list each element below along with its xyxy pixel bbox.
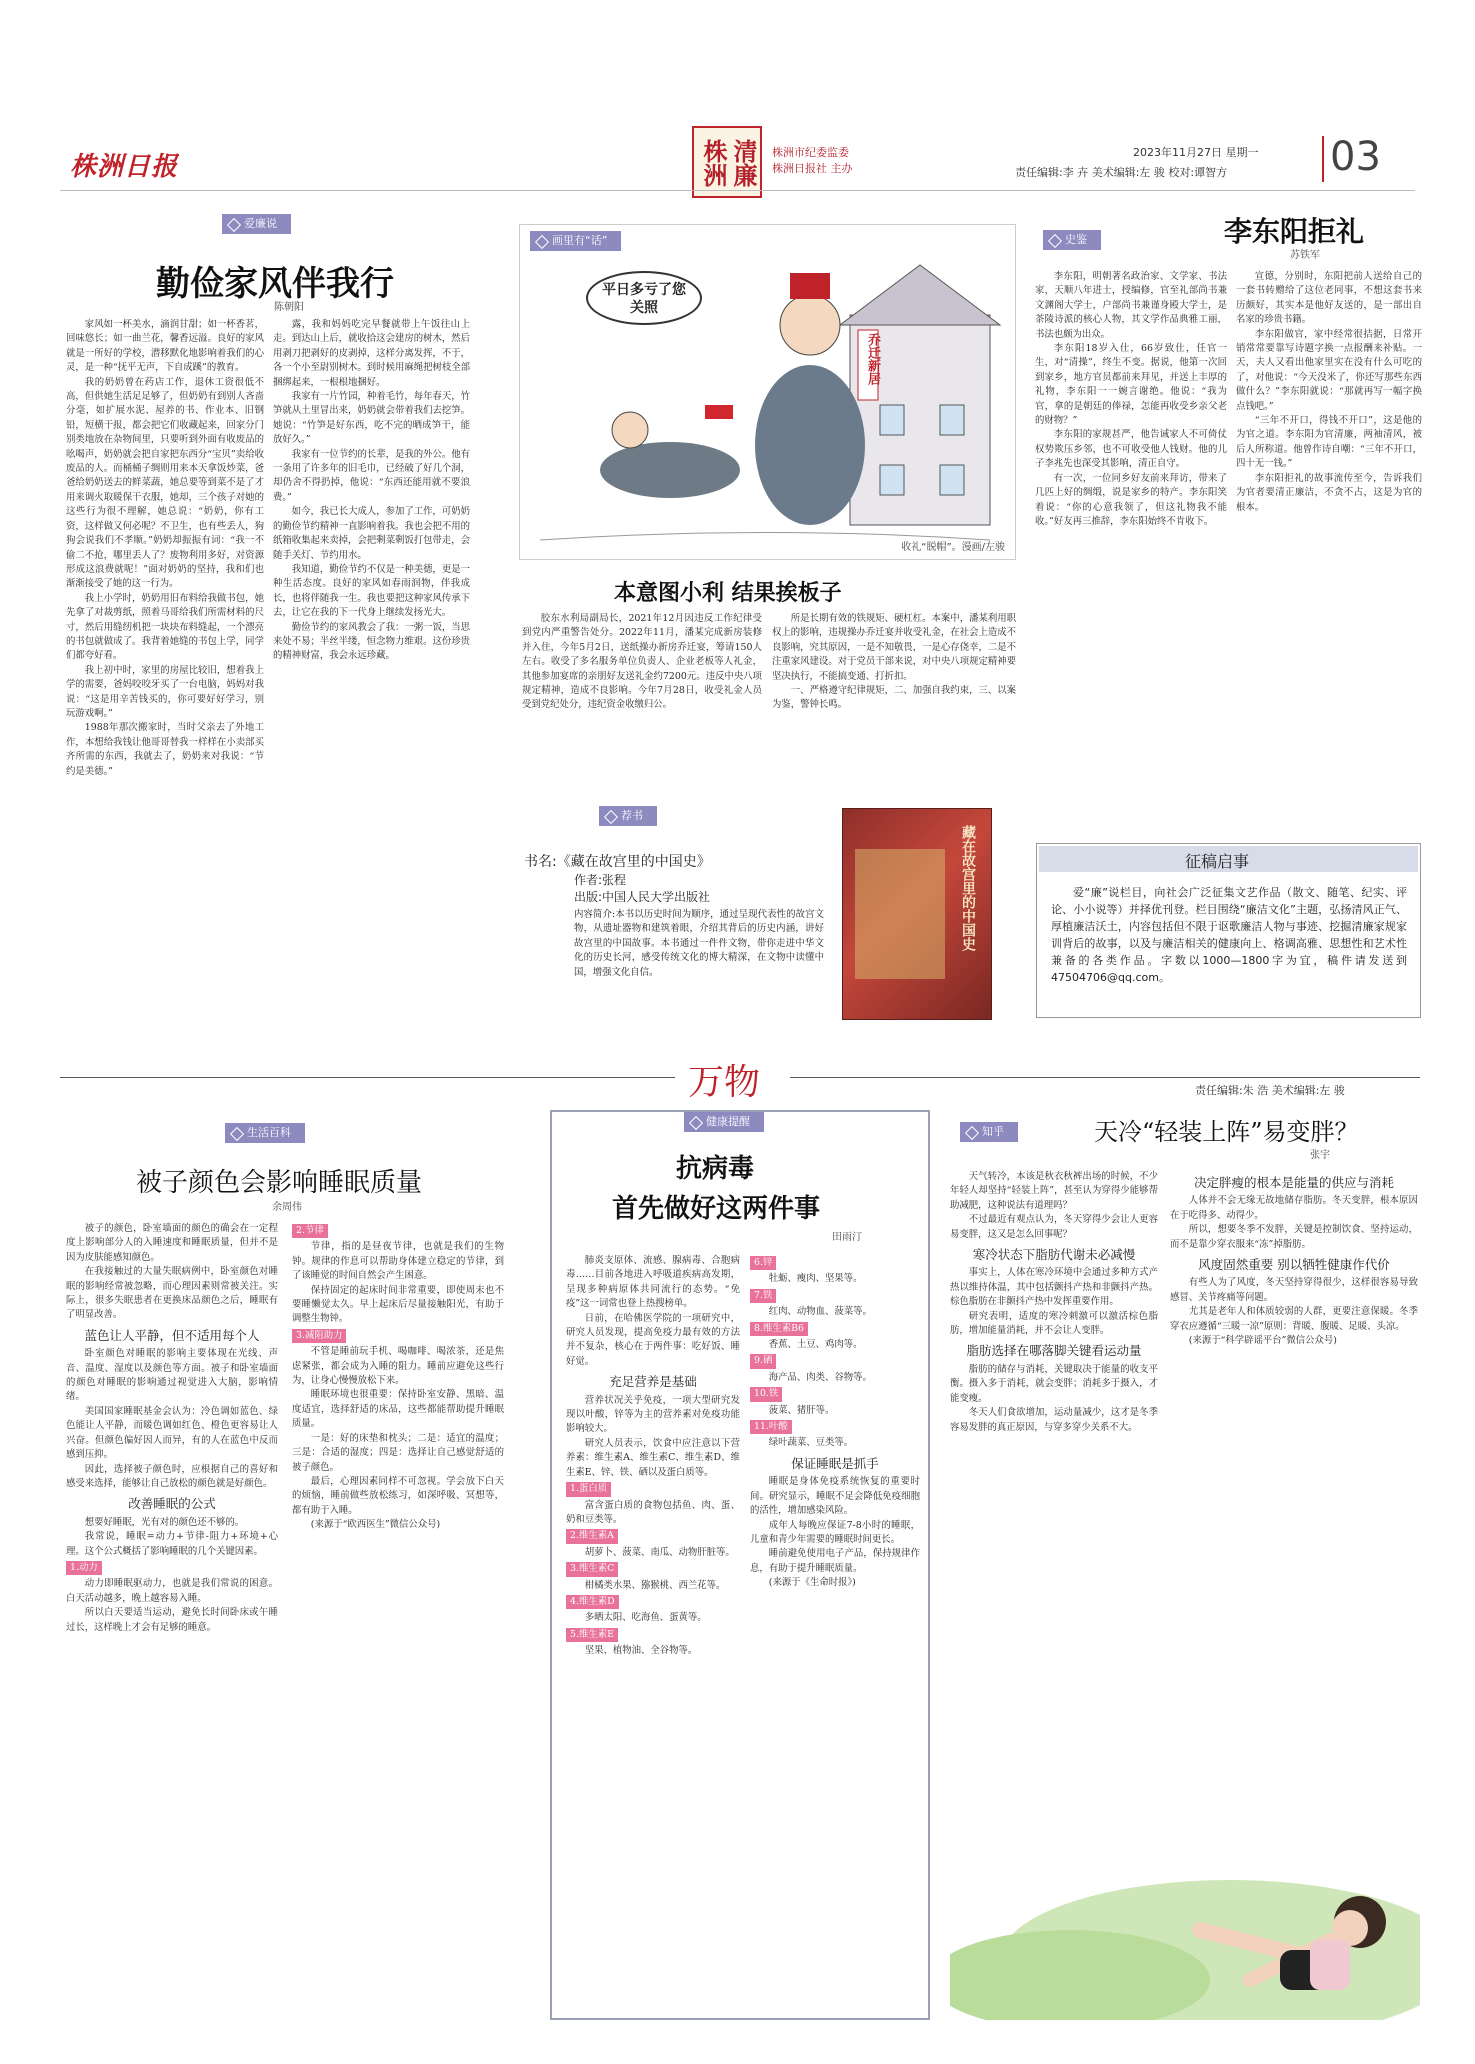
- house-sign: 乔迁新居: [865, 333, 880, 385]
- seal-text: 清廉株洲: [699, 139, 758, 187]
- official-head: [780, 295, 840, 355]
- paragraph: 我的奶奶曾在药店工作，退休工资很低不高，但供她生活足足够了，但奶奶有到别人吝啬分毫，如扩展水泥、屋养的书、作业本、旧钢铅，短横干报，都会把它们收藏起来，回家分门别类地放在杂物间里，只要听到外面有收废品的吆喝声，奶奶就会把自家把东西分“宝贝”卖给收废品的人。而桶桶子绸则用来本天拿饭炒菜，爸爸给奶奶送去的鲜菜蔬，她总要等到菜不是了才用来调火取暖保干衣服，她却，三个孩子对她的这些行为很不理解，她总说：“奶奶，你有工资，这样做又何必呢？不卫生，也有些丢人，狗狗会说我们不孝顺。”奶奶却振振有词：“我一不偷二不抢，哪里丢人了？废物利用多好，对资源形成这浪费就呢！”面对奶奶的坚持，我和们也渐渐接受了她的这一行为。: [66, 376, 264, 590]
- cartoon-body-col-1: [522, 612, 762, 762]
- paragraph: 柑橘类水果、猕猴桃、西兰花等。: [584, 1579, 726, 1591]
- paragraph: 节律，指的是昼夜节律，也就是我们的生物钟。规律的作息可以帮助身体建立稳定的节律，到了该睡觉的时间自然会产生困意。: [292, 1241, 504, 1282]
- numbered-subhead-label: 10.铁: [750, 1387, 782, 1401]
- subhead: 蓝色让人平静，但不适用每个人: [84, 1327, 260, 1343]
- paragraph: 我家有一片竹园，种着毛竹，每年春天，竹笋就从土里冒出来，奶奶就会带着我们去挖笋。她说：“竹笋是好东西，吃不完的晒成笋干，能放好久。”: [273, 391, 470, 446]
- numbered-subhead-label: 3.维生素C: [566, 1562, 618, 1576]
- numbered-subhead: [566, 1527, 740, 1545]
- numbered-subhead-label: 6.锌: [750, 1256, 776, 1270]
- paragraph: 红肉、动物血、菠菜等。: [768, 1306, 872, 1318]
- paragraph: 人体并不会无缘无故地储存脂肪。冬天变胖，根本原因在于吃得多、动得少。: [1170, 1195, 1418, 1221]
- wanwu-rule-right: [790, 1077, 1420, 1078]
- article-title-kangbingdu-2: 首先做好这两件事: [612, 1194, 821, 1224]
- wanwu-rule-left: [60, 1077, 675, 1078]
- section-tag-shijian: 史鉴: [1043, 230, 1101, 250]
- paragraph: 肺炎支原体、流感、腺病毒、合胞病毒……目前各地进入呼吸道疾病高发期，呈现多种病原体共同流行的态势。“免疫”这一词常也登上热搜榜单。: [566, 1255, 740, 1310]
- paragraph: 海产品、肉类、谷物等。: [768, 1371, 872, 1383]
- article-author-tian: 田雨汀: [832, 1232, 862, 1243]
- header-rule: [60, 190, 1415, 191]
- numbered-subhead-label: 4.维生素D: [566, 1595, 619, 1609]
- house-roof: [840, 265, 1000, 325]
- cartoon-article-title: 本意图小利 结果挨板子: [614, 580, 842, 606]
- paragraph: 香蕉、土豆、鸡肉等。: [768, 1339, 863, 1351]
- subhead: 充足营养是基础: [609, 1374, 697, 1390]
- person-top: [1310, 1940, 1350, 1990]
- section-tag-ailianshuo: 爱廉说: [222, 214, 291, 234]
- paragraph: 被子的颜色，卧室墙面的颜色的确会在一定程度上影响部分人的入睡速度和睡眠质量，但并不是因为皮肤能感知颜色。: [66, 1223, 278, 1263]
- paragraph: 最后，心理因素同样不可忽视。学会放下白天的烦恼，睡前做些放松练习，如深呼吸、冥想等，都有助于入睡。: [292, 1475, 504, 1516]
- paragraph: 李东阳的家规甚严，他告诫家人不可倚仗权势欺压乡邻，也不可收受他人钱财。他的儿子李兆先也深受其影响，清正自守。: [1035, 429, 1227, 470]
- section-tag-book: 荐书: [599, 806, 657, 826]
- paragraph: 一、严格遵守纪律规矩，二、加强自我约束，三、以案为鉴，警钟长鸣。: [772, 685, 1016, 711]
- seal-logo: [692, 126, 762, 198]
- paragraph: 我上小学时，奶奶用旧布料给我做书包，她先拿了对裁剪纸，照着马哥给我们所需材料的尺寸，然后用缝纫机把一块块布料缝起，一个漂亮的书包就做成了。我背着她缝的书包上学，同学们都夸好看。: [66, 592, 264, 662]
- article-author-yu: 余周伟: [272, 1202, 302, 1213]
- paragraph: 因此，选择被子颜色时，应根据自己的喜好和感受来选择，能够让自己放松的颜色就是好颜色。: [66, 1463, 278, 1489]
- paragraph: 在我接触过的大量失眠病例中，卧室颜色对睡眠的影响经常被忽略，而心理因素则常被关注。实际上，很多失眠患者在更换床品颜色之后，睡眠有了明显改善。: [66, 1266, 278, 1321]
- paragraph: 事实上，人体在寒冷环境中会通过多种方式产热以维持体温，其中包括颤抖产热和非颤抖产热。棕色脂肪在非颤抖产热中发挥重要作用。: [950, 1267, 1158, 1308]
- paragraph: 我知道，勤俭节约不仅是一种美德，更是一种生活态度。良好的家风如春雨润物，伴我成长，也将伴随我一生。我也要把这种家风传承下去，让它在我的下一代身上继续发扬光大。: [273, 563, 470, 619]
- paragraph: 我常说，睡眠=动力+节律-阻力+环境+心理。这个公式概括了影响睡眠的几个关键因素。: [66, 1531, 278, 1557]
- paragraph: 宣德，分别时，东阳把前人送给自己的一套书转赠给了这位老同事，不想这套书来历颇好，其实本是他好友送的，是一部出自名家的珍贵书籍。: [1236, 271, 1422, 326]
- qingzhuang-body-col-2: [1170, 1170, 1418, 1790]
- health-body-col-2: [750, 1254, 920, 2014]
- numbered-subhead-label: 2.维生素A: [566, 1529, 618, 1543]
- exercise-illustration: [950, 1810, 1420, 2020]
- numbered-subhead-label: 5.维生素E: [566, 1628, 618, 1642]
- book-title-line: 书名:《藏在故宫里的中国史》: [524, 854, 711, 870]
- paragraph: 不过最近有观点认为，冬天穿得少会让人更容易变胖，这又是怎么回事呢？: [950, 1214, 1158, 1240]
- paragraph: 天气转冷，本该是秋衣秋裤出场的时候，不少年轻人却坚持“轻装上阵”，甚至认为穿得少能够帮助减肥，这种说法有道理吗？: [950, 1171, 1158, 1211]
- paragraph: 胡萝卜、菠菜、南瓜、动物肝脏等。: [584, 1546, 735, 1558]
- paragraph: 李东阳18岁入仕，66岁致仕，任官一生，对“清操”，终生不变。据说，他第一次回到家乡，地方官员都前来拜见，并送上丰厚的礼物，李东阳一一婉言谢绝。他说：“我为官，拿的是朝廷的俸禄，怎能再收受乡亲父老的财物？”: [1035, 343, 1227, 427]
- paragraph: 牡蛎、瘦肉、坚果等。: [768, 1273, 863, 1285]
- article-title-qingzhuang: 天冷“轻装上阵”易变胖？: [1094, 1118, 1359, 1146]
- numbered-subhead-label: 3.减阻助力: [292, 1329, 346, 1343]
- paragraph: 脂肪的储存与消耗，关键取决于能量的收支平衡。摄入多于消耗，就会变胖；消耗多于摄入，才能变瘦。: [950, 1363, 1158, 1404]
- numbered-subhead: [750, 1287, 920, 1305]
- paragraph: 所以白天要适当运动，避免长时间卧床或午睡过长，这样晚上才会有足够的睡意。: [66, 1607, 278, 1633]
- paragraph: 睡眠是身体免疫系统恢复的重要时间。研究显示，睡眠不足会降低免疫细胞的活性，增加感染风险。: [750, 1476, 920, 1517]
- paragraph: 冬天人们食欲增加，运动量减少，这才是冬季容易发胖的真正原因，与穿多穿少关系不大。: [950, 1407, 1158, 1433]
- paragraph: 研究表明，适度的寒冷刺激可以激活棕色脂肪，增加能量消耗，并不会让人变胖。: [950, 1310, 1158, 1337]
- numbered-subhead: [566, 1626, 740, 1644]
- cartoon-body-col-2: [772, 612, 1016, 762]
- wanwu-editors: 责任编辑:朱 浩 美术编辑:左 骏: [1195, 1084, 1345, 1097]
- subhead: 保证睡眠是抓手: [791, 1455, 879, 1471]
- cartoon-caption: 收礼“脱帽”。漫画/左骏: [901, 542, 1005, 553]
- subhead: 寒冷状态下脂肪代谢未必减慢: [972, 1247, 1136, 1263]
- issue-date: 2023年11月27日 星期一: [1133, 146, 1259, 159]
- book-intro: 内容简介:本书以历史时间为顺序，通过呈现代表性的故宫文物，从遗址器物和建筑着眼，介绍其背后的历史内涵，讲好故宫里的中国故事。本书通过一件件文物，带你走进中华文化的历史长河，感受传统文化的博大精深，在文物中读懂中国，增强文化自信。: [574, 909, 824, 978]
- paragraph: 李东阳拒礼的故事流传至今，告诉我们为官者要清正廉洁，不贪不占，这是为官的根本。: [1236, 472, 1422, 513]
- flatterer-body: [600, 442, 740, 498]
- paragraph: 李东阳做官，家中经常很拮据，日常开销常常要靠写诗题字换一点报酬来补贴。一天，夫人又看出他家里实在没有什么可吃的了，对他说：“今天没米了，你还写那些东西做什么？”李东阳就说：“那就再写一幅字换点钱吧。”: [1236, 328, 1422, 412]
- section-tag-shenghuo: 生活百科: [225, 1123, 305, 1143]
- numbered-subhead: [566, 1480, 740, 1498]
- numbered-subhead-label: 1.动力: [66, 1561, 102, 1575]
- numbered-subhead-label: 7.铁: [750, 1289, 776, 1303]
- numbered-subhead-label: 8.维生素B6: [750, 1322, 808, 1336]
- paragraph: 有些人为了风度，冬天坚持穿得很少，这样很容易导致感冒、关节疼痛等问题。: [1170, 1277, 1418, 1303]
- numbered-subhead-label: 1.蛋白质: [566, 1482, 611, 1496]
- paragraph: 日前，在哈佛医学院的一项研究中，研究人员发现，提高免疫力最有效的方法并不复杂，核心在于两件事：吃好饭、睡好觉。: [566, 1312, 740, 1367]
- paragraph: 睡前避免使用电子产品，保持规律作息，有助于提升睡眠质量。: [750, 1548, 920, 1574]
- numbered-subhead: [566, 1593, 740, 1611]
- lidongyang-body-col-2: [1236, 270, 1422, 840]
- paragraph: 我上初中时，家里的房屋比较旧，想着我上学的需要，爸妈咬咬牙买了一台电脑，妈妈对我说：“这是用辛苦钱买的，你可要好好学习，别玩游戏啊。”: [66, 664, 264, 719]
- paragraph: 动力即睡眠驱动力，也就是我们常说的困意。白天活动越多，晚上越容易入睡。: [66, 1578, 278, 1604]
- house-window: [880, 465, 904, 495]
- paragraph: 多晒太阳、吃海鱼、蛋黄等。: [584, 1612, 707, 1624]
- article-title-beizi: 被子颜色会影响睡眠质量: [136, 1168, 423, 1198]
- beizi-body-col-2: [292, 1222, 504, 2022]
- call-for-submissions-box: [1036, 843, 1421, 1018]
- subhead: 决定胖瘦的根本是能量的供应与消耗: [1193, 1175, 1394, 1190]
- numbered-subhead: [750, 1385, 920, 1403]
- paragraph: 李东阳，明朝著名政治家、文学家、书法家，天顺八年进士，授编修，官至礼部尚书兼文渊阁大学士，户部尚书兼谨身殿大学士，是茶陵诗派的核心人物，其文学作品典雅工丽，书法也颇为出众。: [1035, 271, 1227, 340]
- numbered-subhead: [292, 1222, 504, 1240]
- paper-logo: 株洲日报: [70, 152, 179, 182]
- numbered-subhead: [566, 1560, 740, 1578]
- numbered-subhead: [292, 1327, 504, 1345]
- section-tag-cartoon: 画里有“话”: [530, 231, 621, 251]
- house-window: [940, 405, 964, 435]
- paragraph: “三年不开口，得钱不开口”，这是他的为官之道。李东阳为官清廉，两袖清风，被后人所称道。他曾作诗自嘲：“三年不开口，四十无一钱。”: [1236, 415, 1422, 470]
- article-title-lidongyang: 李东阳拒礼: [1224, 215, 1365, 248]
- article-author-su: 苏铁军: [1290, 250, 1320, 261]
- book-cover-title: 藏在故宫里的中国史: [960, 825, 976, 951]
- paragraph: 我家有一位节约的长辈，是我的外公。他有一条用了许多年的旧毛巾，已经破了好几个洞，却仍舍不得扔掉，他说：“东西还能用就不要浪费。”: [273, 448, 470, 503]
- cartoon-frame: [519, 224, 1016, 560]
- sponsor-line-1: 株洲市纪委监委: [772, 146, 849, 159]
- numbered-subhead: [750, 1320, 920, 1338]
- paragraph: 保持固定的起床时间非常重要，即使周末也不要睡懒觉太久。早上起床后尽量接触阳光，有助于调整生物钟。: [292, 1284, 504, 1325]
- paragraph: 富含蛋白质的食物包括鱼、肉、蛋、奶和豆类等。: [566, 1499, 740, 1525]
- flatterer-head: [612, 412, 648, 448]
- paragraph: 菠菜、猪肝等。: [768, 1404, 835, 1416]
- paragraph: 坚果、植物油、全谷物等。: [584, 1645, 698, 1657]
- red-envelope: [705, 405, 733, 419]
- paragraph: 露，我和妈妈吃完早餐就带上午饭往山上走。到达山上后，就收拾这会建房的树木，然后用剥刀把剥好的皮剥掉，这样分离发挥，不于，各一个小至尉别树木。到时候用麻绳把树枝全部捆绑起来，一根根地捆好。: [273, 319, 470, 388]
- call-body: 爱“廉”说栏目，向社会广泛征集文艺作品（散文、随笔、纪实、评论、小小说等）并择优刊登。栏目围绕“廉洁文化”主题，弘扬清风正气、厚植廉洁沃土，内容包括但不限于讴歌廉洁人物与事迹、挖掘清廉家规家训背后的故事，以及与廉洁相关的健康向上、格调高雅、思想性和艺术性兼备的各类作品。字数以1000—1800字为宜，稿件请发送到47504706@qq.com。: [1051, 886, 1407, 984]
- paragraph: 所是长期有效的铁规矩、硬杠杠。本案中，潘某利用职权上的影响，违规操办乔迁宴并收受礼金，在社会上造成不良影响，究其原因，一是不知敬畏，一是心存侥幸，二是不注重家风建设。对于党员干部来说，对中央八项规定精神要坚决执行，不能搞变通、打折扣。: [772, 613, 1016, 682]
- section-tag-jiankang: 健康提醒: [684, 1112, 764, 1132]
- wanwu-section-title: 万物: [688, 1062, 761, 1103]
- paragraph: 胶东水利局副局长，2021年12月因违反工作纪律受到党内严重警告处分。2022年11月，潘某完成新房装修并入住，今年5月2日，送纸操办新房乔迁宴，筹请150人左右。收受了多名服务单位负责人、企业老板等人礼金，其他参加宴席的亲朋好友送礼金约7200元。违反中央八项规定精神，造成不良影响。今年7月28日，收受礼金人员受到党纪处分，违纪资金收缴归公。: [522, 613, 762, 711]
- paragraph: 营养状况关乎免疫，一项大型研究发现以叶酸，锌等为主的营养素对免疫功能影响较大。: [566, 1394, 740, 1435]
- paragraph: 尤其是老年人和体质较弱的人群，更要注意保暖。冬季穿衣应遵循“三暖一凉”原则：背暖、腹暖、足暖、头凉。: [1170, 1306, 1418, 1332]
- paragraph: 有一次，一位同乡好友前来拜访，带来了几匹上好的绸缎，说是家乡的特产。李东阳笑着说：“你的心意我领了，但这礼物我不能收。”好友再三推辞，李东阳始终不肯收下。: [1035, 472, 1227, 527]
- beizi-body-col-1: [66, 1222, 278, 2022]
- numbered-subhead-label: 2.节律: [292, 1224, 328, 1238]
- paragraph: 想要好睡眠，光有对的颜色还不够的。: [84, 1516, 245, 1528]
- paragraph: 所以，想要冬季不发胖，关键是控制饮食、坚持运动，而不是靠少穿衣服来“冻”掉脂肪。: [1170, 1224, 1418, 1250]
- numbered-subhead: [750, 1418, 920, 1436]
- article-author-zhang: 张宇: [1310, 1150, 1330, 1161]
- header-divider: [1322, 136, 1324, 182]
- paragraph: 家风如一杯美水，滴润甘甜；如一杯香茗，回味悠长；如一曲兰花，馨香远溢。良好的家风就是一所好的学校，潜移默化地影响着我们的心灵，是一种“抚平无声，下自成蹊”的教育。: [66, 319, 264, 374]
- page-number: 03: [1330, 134, 1381, 180]
- paragraph: (来源于“科学辟谣平台”微信公众号): [1188, 1335, 1337, 1347]
- paragraph: 勤俭节约的家风教会了我：一粥一饭，当思来处不易；半丝半缕，恒念物力维艰。这份珍贵的精神财富，我会永远珍藏。: [273, 621, 470, 662]
- masthead: [60, 126, 1415, 186]
- paragraph: 绿叶蔬菜、豆类等。: [768, 1437, 854, 1449]
- paragraph: 成年人每晚应保证7-8小时的睡眠，儿童和青少年需要的睡眠时间更长。: [750, 1519, 920, 1545]
- page-editors: 责任编辑:李 卉 美术编辑:左 骏 校对:谭智方: [1015, 166, 1228, 179]
- subhead: 风度固然重要 别以牺牲健康作代价: [1198, 1257, 1390, 1273]
- health-body-col-1: [566, 1254, 740, 2014]
- sponsor-line-2: 株洲日报社 主办: [772, 162, 853, 175]
- book-cover-art: [855, 849, 945, 979]
- speech-bubble: 平日多亏了您关照: [586, 271, 702, 325]
- paragraph: 卧室颜色对睡眠的影响主要体现在光线、声音、温度、湿度以及颜色等方面。被子和卧室墙面的颜色对睡眠的影响通过视觉进入大脑，影响情绪。: [66, 1348, 278, 1403]
- lidongyang-body-col-1: [1035, 270, 1227, 840]
- house-window: [940, 465, 964, 495]
- section-tag-zhihu: 知乎: [960, 1122, 1018, 1142]
- numbered-subhead-label: 11.叶酸: [750, 1420, 792, 1434]
- house-window: [880, 405, 904, 435]
- paragraph: 1988年那次搬家时，当时父亲去了外地工作，本想给我钱让他哥哥替我一样样在小卖部买齐所需的东西，我就去了，奶奶来对我说：“节约是美德。”: [66, 722, 264, 777]
- numbered-subhead: [750, 1352, 920, 1370]
- article-title-kangbingdu-1: 抗病毒: [676, 1154, 755, 1184]
- paragraph: 不管是睡前玩手机、喝咖啡、喝浓茶，还是焦虑紧张，都会成为入睡的阻力。睡前应避免这些行为，让身心慢慢放松下来。: [292, 1346, 504, 1387]
- paragraph: 美国国家睡眠基金会认为：冷色调如蓝色、绿色能让人平静，而暖色调如红色、橙色更容易让人兴奋。但颜色偏好因人而异，有的人在蓝色中反而感到压抑。: [66, 1405, 278, 1461]
- book-cover: [842, 808, 992, 1020]
- numbered-subhead-label: 9.硒: [750, 1354, 776, 1368]
- paragraph: (来源于《生命时报》): [768, 1577, 856, 1589]
- article-title-qinjian: 勤俭家风伴我行: [156, 264, 394, 304]
- subhead: 脂肪选择在哪落脚关键看运动量: [966, 1343, 1142, 1359]
- book-publisher-line: 出版:中国人民大学出版社: [574, 890, 711, 904]
- book-info: [524, 852, 824, 980]
- numbered-subhead: [750, 1254, 920, 1272]
- subhead: 改善睡眠的公式: [128, 1496, 216, 1512]
- paragraph: (来源于“欧西医生”微信公众号): [310, 1519, 441, 1531]
- paragraph: 睡眠环境也很重要：保持卧室安静、黑暗、温度适宜，选择舒适的床品，这些都能帮助提升睡眠质量。: [292, 1389, 504, 1430]
- book-author-line: 作者:张程: [574, 873, 627, 887]
- official-body: [755, 365, 865, 525]
- numbered-subhead: [66, 1559, 278, 1577]
- qingzhuang-body-col-1: [950, 1170, 1158, 1790]
- official-hat: [790, 273, 830, 299]
- article-author-chen: 陈朝阳: [274, 302, 304, 313]
- call-title: 征稿启事: [1185, 852, 1250, 871]
- paragraph: 一是：好的床垫和枕头；二是：适宜的温度；三是：合适的湿度；四是：选择让自己感觉舒适的被子颜色。: [292, 1432, 504, 1473]
- paragraph: 研究人员表示，饮食中应注意以下营养素：维生素A、维生素C、维生素D、维生素E、锌、铁、硒以及蛋白质等。: [566, 1437, 740, 1478]
- paragraph: 如今，我已长大成人，参加了工作，可奶奶的勤俭节约精神一直影响着我。我也会把不用的纸箱收集起来卖掉，会把剩菜剩饭打包带走，会随手关灯、节约用水。: [273, 506, 470, 561]
